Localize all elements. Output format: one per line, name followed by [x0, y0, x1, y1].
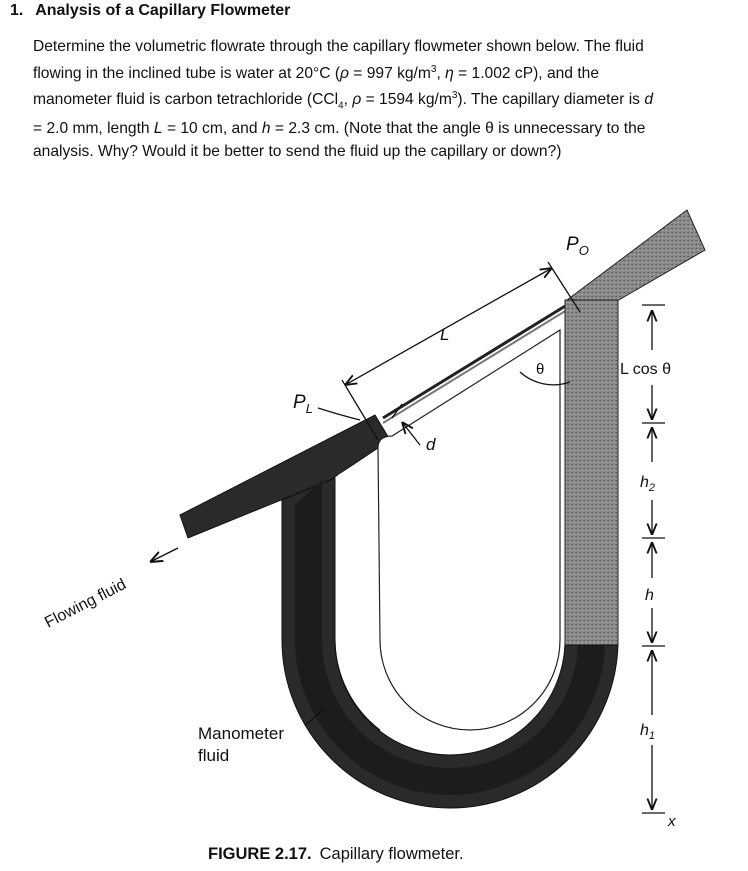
h2-label: $h_2$ — [640, 474, 656, 494]
statement-segment: flowing in the inclined tube is water at 20°C ( — [33, 64, 341, 82]
caption-number: FIGURE 2.17. — [208, 845, 312, 863]
manometer-label-2: fluid — [198, 746, 230, 765]
problem-title: Analysis of a Capillary Flowmeter — [35, 2, 291, 19]
h1-label: $h_1$ — [640, 722, 656, 742]
theta-label: θ — [536, 361, 545, 378]
l-label: L — [440, 325, 450, 344]
d-label: d — [426, 435, 436, 454]
pl-label: $P_L$ — [293, 392, 313, 416]
statement-segment: 3 — [430, 63, 437, 75]
problem-number: 1. — [10, 2, 24, 19]
statement-segment: , — [436, 64, 446, 82]
flow-arrow — [150, 548, 178, 562]
statement-segment: manometer fluid is carbon tetrachloride (CCl — [33, 91, 339, 109]
statement-segment: ρ — [352, 91, 362, 109]
statement-segment: Determine the volumetric flowrate through the capillary flowmeter shown below. The fluid — [33, 38, 644, 55]
statement-segment: = 10 cm, and — [162, 120, 262, 138]
statement-segment: = 1594 kg/m — [361, 91, 452, 109]
statement-segment: L — [153, 120, 163, 138]
statement-segment: d — [644, 91, 653, 109]
figure-caption — [208, 845, 464, 864]
h-label: h — [645, 587, 654, 604]
pl-pointer — [318, 408, 360, 420]
p0-label: $P_O$ — [566, 234, 589, 258]
statement-segment: = 997 kg/m — [348, 64, 431, 82]
statement-segment: = 1.002 cP), and the — [453, 64, 599, 82]
statement-segment: ). The capillary diameter is — [457, 91, 645, 109]
statement-segment: 4 — [338, 100, 344, 112]
flowing-fluid-label: Flowing fluid — [42, 576, 130, 632]
statement-segment: h — [261, 120, 271, 138]
statement-segment: = 2.0 mm, length — [33, 120, 154, 138]
statement-segment: 3 — [451, 90, 458, 102]
lcos-label: L cos θ — [620, 361, 671, 378]
statement-segment: = 2.3 cm. (Note that the angle θ is unnecessary to the — [270, 120, 646, 138]
statement-segment: , — [343, 91, 353, 109]
left-leg-inner — [338, 455, 370, 661]
x-label: x — [668, 813, 676, 830]
statement-segment: analysis. Why? Would it be better to send the fluid up the capillary or down?) — [33, 142, 562, 160]
manometer-label-1: Manometer — [198, 724, 284, 743]
statement-segment: ρ — [340, 64, 349, 82]
statement-segment: η — [445, 64, 454, 82]
caption-text: Capillary flowmeter. — [319, 845, 464, 863]
